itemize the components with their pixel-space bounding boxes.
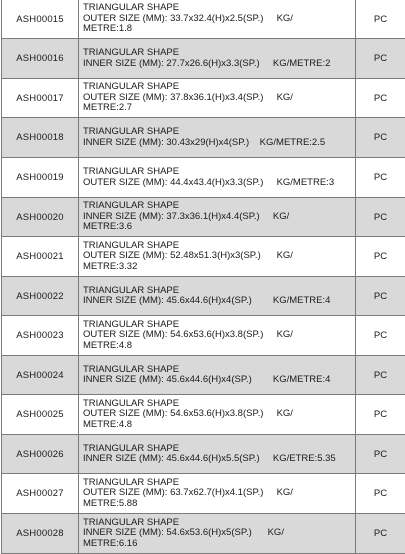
product-grid [1, 0, 405, 554]
unit-of-measure: PC [373, 290, 388, 302]
unit-of-measure: PC [373, 92, 388, 104]
table-row [2, 79, 405, 118]
table-row [2, 0, 405, 39]
unit-of-measure: PC [373, 13, 388, 25]
product-code: ASH00028 [2, 514, 79, 553]
product-description: TRIANGULAR SHAPE INNER SIZE (MM): 30.43x29(H)x4(SP.) KG/METRE:2.5 [83, 126, 326, 148]
product-description-cell [79, 118, 356, 157]
unit-of-measure: PC [373, 409, 388, 420]
product-description: TRIANGULAR SHAPE OUTER SIZE (MM): 37.8x36.1(H)x3.4(SP.) KG/ METRE:2.7 [83, 81, 293, 114]
product-code: ASH00019 [2, 158, 79, 197]
table-row [2, 395, 405, 435]
product-description: TRIANGULAR SHAPE OUTER SIZE (MM): 44.4x43.4(H)x3.3(SP.) KG/METRE:3 [83, 166, 335, 188]
product-description: TRIANGULAR SHAPE OUTER SIZE (MM): 54.6x53.6(H)x3.8(SP.) KG/ METRE:4.8 [83, 397, 293, 430]
product-code: ASH00015 [2, 0, 79, 38]
product-code: ASH00017 [2, 79, 79, 117]
table-row [2, 474, 405, 514]
product-description: TRIANGULAR SHAPE INNER SIZE (MM): 45.6x44.6(H)x5.5(SP.) KG/ETRE:5.35 [83, 442, 336, 464]
product-code: ASH00018 [2, 118, 79, 157]
unit-of-measure: PC [373, 448, 388, 460]
product-description: TRIANGULAR SHAPE INNER SIZE (MM): 27.7x26.6(H)x3.3(SP.) KG/METRE:2 [83, 47, 331, 69]
product-description-cell [79, 356, 356, 394]
table-row [2, 514, 405, 554]
product-description: TRIANGULAR SHAPE OUTER SIZE (MM): 54.6x53.6(H)x3.8(SP.) KG/ METRE:4.8 [83, 318, 293, 351]
product-code: ASH00023 [2, 316, 79, 355]
product-description-cell [79, 158, 356, 197]
product-description-cell [79, 39, 356, 78]
product-code: ASH00025 [2, 395, 79, 434]
product-description-cell [79, 79, 356, 117]
table-row [2, 198, 405, 237]
unit-of-measure: PC [373, 172, 388, 183]
product-description-cell [79, 198, 356, 236]
unit-of-measure: PC [373, 211, 388, 223]
product-description-cell [79, 474, 356, 513]
product-description-cell [79, 395, 356, 434]
product-code: ASH00027 [2, 474, 79, 513]
table-row [2, 158, 405, 198]
product-code: ASH00022 [2, 277, 79, 315]
unit-of-measure: PC [373, 53, 388, 64]
product-description-cell [79, 435, 356, 473]
table-row [2, 356, 405, 395]
product-code: ASH00026 [2, 435, 79, 473]
unit-of-measure: PC [373, 488, 388, 499]
table-row [2, 39, 405, 79]
product-description: TRIANGULAR SHAPE INNER SIZE (MM): 54.6x53.6(H)x5(SP.) KG/ METRE:6.16 [83, 516, 284, 549]
unit-of-measure: PC [373, 330, 388, 341]
product-description-cell [79, 237, 356, 276]
product-description-cell [79, 316, 356, 355]
product-description: TRIANGULAR SHAPE OUTER SIZE (MM): 33.7x32.4(H)x2.5(SP.) KG/ METRE:1.8 [83, 2, 293, 35]
product-code: ASH00021 [2, 237, 79, 276]
unit-of-measure: PC [373, 132, 388, 143]
table-row [2, 435, 405, 474]
unit-of-measure: PC [373, 369, 388, 381]
product-description: TRIANGULAR SHAPE OUTER SIZE (MM): 52.48x51.3(H)x3(SP.) KG/ METRE:3.32 [83, 239, 293, 272]
product-description-cell [79, 277, 356, 315]
product-code: ASH00016 [2, 39, 79, 78]
product-code: ASH00024 [2, 356, 79, 394]
unit-of-measure: PC [373, 251, 388, 262]
product-description: TRIANGULAR SHAPE INNER SIZE (MM): 45.6x44.6(H)x4(SP.) KG/METRE:4 [83, 284, 331, 306]
product-code: ASH00020 [2, 198, 79, 236]
table-row [2, 277, 405, 316]
unit-of-measure: PC [373, 528, 388, 539]
product-description-cell [79, 0, 356, 38]
table-row [2, 237, 405, 277]
table-row [2, 118, 405, 158]
product-description-cell [79, 514, 356, 553]
product-description: TRIANGULAR SHAPE OUTER SIZE (MM): 63.7x62.7(H)x4.1(SP.) KG/ METRE:5.88 [83, 476, 293, 509]
product-description: TRIANGULAR SHAPE INNER SIZE (MM): 37.3x36.1(H)x4.4(SP.) KG/ METRE:3.6 [83, 200, 290, 233]
product-description: TRIANGULAR SHAPE INNER SIZE (MM): 45.6x44.6(H)x4(SP.) KG/METRE:4 [83, 363, 331, 385]
table-row [2, 316, 405, 356]
